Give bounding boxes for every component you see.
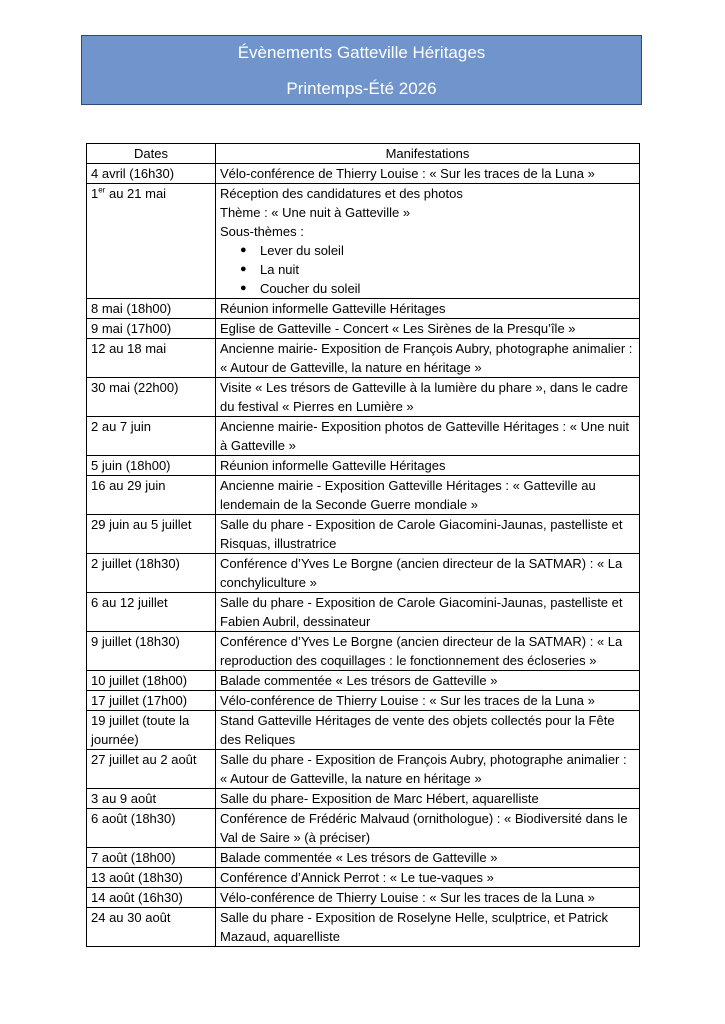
event-line: Sous-thèmes : [220,224,304,239]
event-date: 17 juillet (17h00) [87,691,216,711]
page-title: Évènements Gatteville Héritages [237,43,486,62]
event-description: Eglise de Gatteville - Concert « Les Sirènes de la Presqu’île » [216,319,640,339]
event-description: Vélo-conférence de Thierry Louise : « Sur les traces de la Luna » [216,164,640,184]
event-date: 6 août (18h30) [87,809,216,848]
event-date: 4 avril (16h30) [87,164,216,184]
event-description: Salle du phare - Exposition de Carole Giacomini-Jaunas, pastelliste et Fabien Aubril, dessinateur [216,593,640,632]
list-item: ● La nuit [240,262,300,277]
event-description: Ancienne mairie - Exposition Gatteville Héritages : « Gatteville au lendemain de la Seconde Guerre mondiale » [216,476,640,515]
event-description: Balade commentée « Les trésors de Gatteville » [216,671,640,691]
table-header-row [87,144,640,164]
event-date: 12 au 18 mai [87,339,216,378]
list-item: ● Coucher du soleil [240,281,361,296]
event-description: Salle du phare - Exposition de Roselyne Helle, sculptrice, et Patrick Mazaud, aquarelliste [216,908,640,947]
event-date: 27 juillet au 2 août [87,750,216,789]
subtheme-list [220,241,635,298]
event-line: Thème : « Une nuit à Gatteville » [220,205,411,220]
table-row [87,184,640,299]
event-date: 1er au 21 mai [87,184,216,299]
event-date: 14 août (16h30) [87,888,216,908]
event-description: Conférence d’Annick Perrot : « Le tue-vaques » [216,868,640,888]
event-description: Balade commentée « Les trésors de Gatteville » [216,848,640,868]
table-row [87,476,640,515]
event-date: 30 mai (22h00) [87,378,216,417]
table-row [87,164,640,184]
table-row [87,319,640,339]
table-row [87,456,640,476]
event-description: Ancienne mairie- Exposition photos de Gatteville Héritages : « Une nuit à Gatteville » [216,417,640,456]
table-row [87,417,640,456]
table-row [87,378,640,417]
column-header-dates: Dates [87,144,216,164]
event-date: 29 juin au 5 juillet [87,515,216,554]
events-table [86,143,640,947]
event-date: 24 au 30 août [87,908,216,947]
bullet-icon: ● [240,263,247,275]
event-description: Conférence de Frédéric Malvaud (ornithologue) : « Biodiversité dans le Val de Saire » (à préciser) [216,809,640,848]
event-date: 9 mai (17h00) [87,319,216,339]
event-line: Réception des candidatures et des photos [220,186,463,201]
event-description: Salle du phare - Exposition de François Aubry, photographe animalier : « Autour de Gatteville, la nature en héritage » [216,750,640,789]
event-date: 2 au 7 juin [87,417,216,456]
table-row [87,632,640,671]
table-row [87,848,640,868]
list-item: ● Lever du soleil [240,243,344,258]
event-date: 6 au 12 juillet [87,593,216,632]
event-date: 8 mai (18h00) [87,299,216,319]
page-subtitle: Printemps-Été 2026 [286,79,437,98]
table-row [87,339,640,378]
event-description: Visite « Les trésors de Gatteville à la lumière du phare », dans le cadre du festival « Pierres en Lumière » [216,378,640,417]
event-date: 2 juillet (18h30) [87,554,216,593]
event-date: 13 août (18h30) [87,868,216,888]
event-description: Vélo-conférence de Thierry Louise : « Sur les traces de la Luna » [216,691,640,711]
event-description: Vélo-conférence de Thierry Louise : « Sur les traces de la Luna » [216,888,640,908]
table-row [87,593,640,632]
table-row [87,888,640,908]
event-description: Salle du phare - Exposition de Carole Giacomini-Jaunas, pastelliste et Risquas, illustratrice [216,515,640,554]
event-description: Salle du phare- Exposition de Marc Hébert, aquarelliste [216,789,640,809]
table-row [87,789,640,809]
event-description: Conférence d’Yves Le Borgne (ancien directeur de la SATMAR) : « La reproduction des coquillages : le fonctionnement des écloseries » [216,632,640,671]
table-row [87,515,640,554]
table-row [87,750,640,789]
table-row [87,711,640,750]
event-description: Stand Gatteville Héritages de vente des objets collectés pour la Fête des Reliques [216,711,640,750]
event-description: Réunion informelle Gatteville Héritages [216,299,640,319]
event-description: Réunion informelle Gatteville Héritages [216,456,640,476]
event-description [216,184,640,299]
table-row [87,554,640,593]
event-date: 5 juin (18h00) [87,456,216,476]
table-row [87,691,640,711]
bullet-icon: ● [240,244,247,256]
event-description: Conférence d’Yves Le Borgne (ancien directeur de la SATMAR) : « La conchyliculture » [216,554,640,593]
event-date: 7 août (18h00) [87,848,216,868]
table-row [87,809,640,848]
table-row [87,299,640,319]
page-header [81,35,642,105]
table-row [87,908,640,947]
table-row [87,868,640,888]
bullet-icon: ● [240,282,247,294]
table-row [87,671,640,691]
event-description: Ancienne mairie- Exposition de François Aubry, photographe animalier : « Autour de Gatteville, la nature en héritage » [216,339,640,378]
column-header-manifestations: Manifestations [216,144,640,164]
event-date: 3 au 9 août [87,789,216,809]
event-date: 10 juillet (18h00) [87,671,216,691]
event-date: 16 au 29 juin [87,476,216,515]
event-date: 9 juillet (18h30) [87,632,216,671]
event-date: 19 juillet (toute la journée) [87,711,216,750]
